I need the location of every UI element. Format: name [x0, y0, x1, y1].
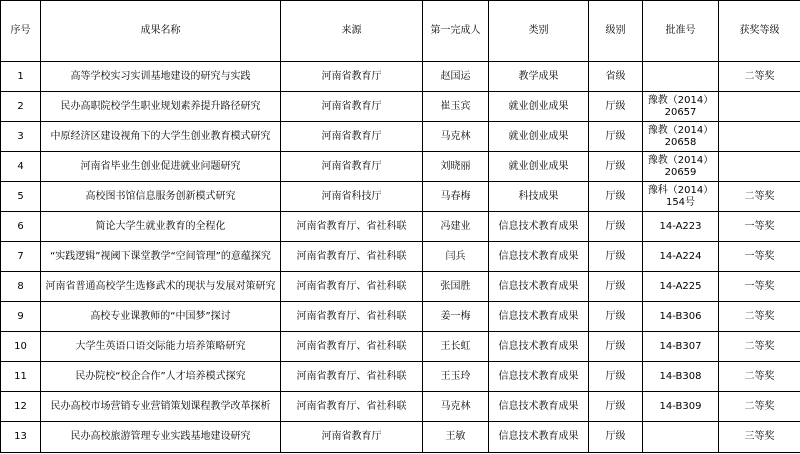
header-no: 序号 — [1, 1, 41, 62]
table-row — [1, 332, 800, 362]
table-row — [1, 152, 800, 182]
cell-no: 4 — [1, 152, 41, 182]
cell-award: 一等奖 — [719, 272, 800, 302]
table-row — [1, 302, 800, 332]
cell-name: 中原经济区建设视角下的大学生创业教育模式研究 — [41, 122, 281, 152]
cell-source: 河南省教育厅 — [281, 122, 423, 152]
cell-level: 厅级 — [589, 392, 643, 422]
table-row — [1, 62, 800, 92]
cell-category: 信息技术教育成果 — [489, 362, 589, 392]
cell-award: 二等奖 — [719, 392, 800, 422]
cell-source: 河南省教育厅、省社科联 — [281, 392, 423, 422]
cell-name: 简论大学生就业教育的全程化 — [41, 212, 281, 242]
cell-category: 信息技术教育成果 — [489, 422, 589, 453]
table-row — [1, 242, 800, 272]
cell-approval: 14-B309 — [643, 392, 719, 422]
table-row — [1, 362, 800, 392]
cell-name: 民办院校“校企合作”人才培养模式探究 — [41, 362, 281, 392]
header-award: 获奖等级 — [719, 1, 800, 62]
cell-approval — [643, 422, 719, 453]
cell-approval: 14-B307 — [643, 332, 719, 362]
cell-category: 科技成果 — [489, 182, 589, 212]
cell-level: 厅级 — [589, 242, 643, 272]
cell-name: 民办高校旅游管理专业实践基地建设研究 — [41, 422, 281, 453]
cell-level: 厅级 — [589, 302, 643, 332]
table-row — [1, 92, 800, 122]
cell-no: 13 — [1, 422, 41, 453]
cell-name: 河南省毕业生创业促进就业问题研究 — [41, 152, 281, 182]
cell-award — [719, 92, 800, 122]
table-row — [1, 212, 800, 242]
cell-no: 10 — [1, 332, 41, 362]
cell-category: 信息技术教育成果 — [489, 392, 589, 422]
cell-category: 就业创业成果 — [489, 122, 589, 152]
cell-award: 二等奖 — [719, 182, 800, 212]
cell-person: 冯建业 — [423, 212, 489, 242]
cell-approval: 14-B306 — [643, 302, 719, 332]
cell-no: 5 — [1, 182, 41, 212]
cell-no: 12 — [1, 392, 41, 422]
cell-award: 二等奖 — [719, 362, 800, 392]
cell-no: 7 — [1, 242, 41, 272]
cell-person: 王玉玲 — [423, 362, 489, 392]
cell-award: 二等奖 — [719, 62, 800, 92]
cell-approval: 14-A223 — [643, 212, 719, 242]
cell-name: “实践逻辑”视阈下课堂教学“空间管理”的意蕴探究 — [41, 242, 281, 272]
cell-source: 河南省教育厅、省社科联 — [281, 332, 423, 362]
cell-level: 厅级 — [589, 122, 643, 152]
cell-category: 信息技术教育成果 — [489, 242, 589, 272]
cell-source: 河南省教育厅 — [281, 92, 423, 122]
cell-person: 马克林 — [423, 122, 489, 152]
cell-approval: 14-A225 — [643, 272, 719, 302]
cell-source: 河南省科技厅 — [281, 182, 423, 212]
cell-no: 2 — [1, 92, 41, 122]
cell-category: 信息技术教育成果 — [489, 212, 589, 242]
cell-person: 刘晓丽 — [423, 152, 489, 182]
cell-approval: 豫科（2014）154号 — [643, 182, 719, 212]
cell-level: 厅级 — [589, 182, 643, 212]
cell-award: 一等奖 — [719, 212, 800, 242]
cell-level: 厅级 — [589, 152, 643, 182]
cell-level: 厅级 — [589, 332, 643, 362]
cell-person: 王敏 — [423, 422, 489, 453]
cell-award: 二等奖 — [719, 302, 800, 332]
cell-source: 河南省教育厅、省社科联 — [281, 362, 423, 392]
cell-approval: 豫教（2014）20659 — [643, 152, 719, 182]
cell-name: 河南省普通高校学生选修武术的现状与发展对策研究 — [41, 272, 281, 302]
cell-source: 河南省教育厅、省社科联 — [281, 212, 423, 242]
cell-award: 三等奖 — [719, 422, 800, 453]
cell-level: 省级 — [589, 62, 643, 92]
cell-approval — [643, 62, 719, 92]
cell-person: 张国胜 — [423, 272, 489, 302]
cell-no: 9 — [1, 302, 41, 332]
header-source: 来源 — [281, 1, 423, 62]
cell-award: 二等奖 — [719, 332, 800, 362]
cell-level: 厅级 — [589, 92, 643, 122]
table-row — [1, 422, 800, 453]
cell-no: 8 — [1, 272, 41, 302]
cell-person: 马春梅 — [423, 182, 489, 212]
cell-level: 厅级 — [589, 272, 643, 302]
header-row — [1, 1, 800, 62]
cell-person: 王长虹 — [423, 332, 489, 362]
table-row — [1, 392, 800, 422]
cell-source: 河南省教育厅 — [281, 62, 423, 92]
cell-person: 马克林 — [423, 392, 489, 422]
cell-category: 就业创业成果 — [489, 152, 589, 182]
cell-no: 11 — [1, 362, 41, 392]
table-row — [1, 182, 800, 212]
cell-category: 信息技术教育成果 — [489, 332, 589, 362]
cell-source: 河南省教育厅、省社科联 — [281, 302, 423, 332]
cell-no: 1 — [1, 62, 41, 92]
cell-name: 高校专业课教师的“中国梦”探讨 — [41, 302, 281, 332]
cell-award — [719, 122, 800, 152]
cell-name: 大学生英语口语交际能力培养策略研究 — [41, 332, 281, 362]
cell-approval: 豫教（2014）20658 — [643, 122, 719, 152]
cell-approval: 豫教（2014）20657 — [643, 92, 719, 122]
cell-name: 高校图书馆信息服务创新模式研究 — [41, 182, 281, 212]
cell-award: 一等奖 — [719, 242, 800, 272]
cell-no: 3 — [1, 122, 41, 152]
cell-approval: 14-A224 — [643, 242, 719, 272]
cell-source: 河南省教育厅 — [281, 422, 423, 453]
cell-name: 高等学校实习实训基地建设的研究与实践 — [41, 62, 281, 92]
cell-person: 闫兵 — [423, 242, 489, 272]
header-level: 级别 — [589, 1, 643, 62]
table-row — [1, 122, 800, 152]
cell-category: 信息技术教育成果 — [489, 272, 589, 302]
header-person: 第一完成人 — [423, 1, 489, 62]
cell-level: 厅级 — [589, 422, 643, 453]
table-row — [1, 272, 800, 302]
cell-person: 崔玉宾 — [423, 92, 489, 122]
cell-name: 民办高职院校学生职业规划素养提升路径研究 — [41, 92, 281, 122]
cell-name: 民办高校市场营销专业营销策划课程教学改革探析 — [41, 392, 281, 422]
cell-category: 信息技术教育成果 — [489, 302, 589, 332]
cell-level: 厅级 — [589, 212, 643, 242]
cell-no: 6 — [1, 212, 41, 242]
cell-award — [719, 152, 800, 182]
header-approval: 批准号 — [643, 1, 719, 62]
header-category: 类别 — [489, 1, 589, 62]
cell-level: 厅级 — [589, 362, 643, 392]
cell-category: 教学成果 — [489, 62, 589, 92]
cell-category: 就业创业成果 — [489, 92, 589, 122]
cell-person: 赵国运 — [423, 62, 489, 92]
cell-person: 姜一梅 — [423, 302, 489, 332]
cell-source: 河南省教育厅、省社科联 — [281, 242, 423, 272]
header-name: 成果名称 — [41, 1, 281, 62]
cell-source: 河南省教育厅、省社科联 — [281, 272, 423, 302]
cell-approval: 14-B308 — [643, 362, 719, 392]
cell-source: 河南省教育厅 — [281, 152, 423, 182]
